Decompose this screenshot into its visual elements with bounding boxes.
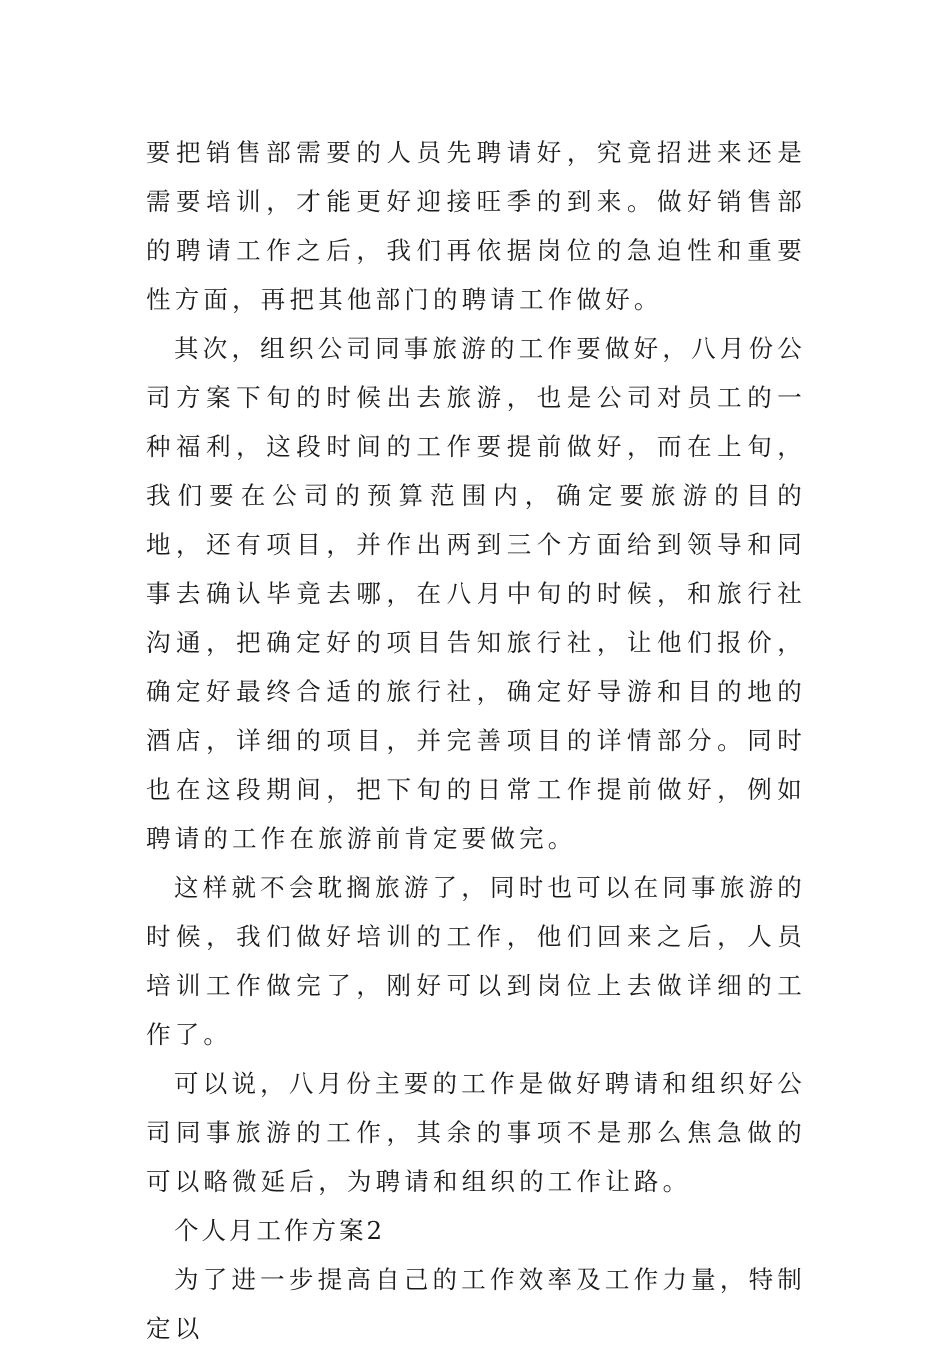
paragraph-company-trip: 其次，组织公司同事旅游的工作要做好，八月份公司方案下旬的时候出去旅游，也是公司对员工的一种福利，这段时间的工作要提前做好，而在上旬，我们要在公司的预算范围内，确定要旅游的目的地，还有项目，并作出两到三个方面给到领导和同事去确认毕竟去哪，在八月中旬的时候，和旅行社沟通，把确定好的项目告知旅行社，让他们报价，确定好最终合适的旅行社，确定好导游和目的地的酒店，详细的项目，并完善项目的详情部分。同时也在这段期间，把下旬的日常工作提前做好，例如聘请的工作在旅游前肯定要做完。 <box>146 334 806 853</box>
paragraph-training: 这样就不会耽搁旅游了，同时也可以在同事旅游的时候，我们做好培训的工作，他们回来之后，人员培训工作做完了，刚好可以到岗位上去做详细的工作了。 <box>146 873 806 1049</box>
section-heading: 个人月工作方案2 <box>174 1216 386 1245</box>
paragraph-summary: 可以说，八月份主要的工作是做好聘请和组织好公司同事旅游的工作，其余的事项不是那么焦急做的可以略微延后，为聘请和组织的工作让路。 <box>146 1069 806 1196</box>
paragraph-plan-2-intro: 为了进一步提高自己的工作效率及工作力量，特制定以 <box>146 1265 806 1343</box>
paragraph-recruitment: 要把销售部需要的人员先聘请好，究竟招进来还是需要培训，才能更好迎接旺季的到来。做好销售部的聘请工作之后，我们再依据岗位的急迫性和重要性方面，再把其他部门的聘请工作做好。 <box>146 138 806 314</box>
document-body <box>146 128 806 1353</box>
